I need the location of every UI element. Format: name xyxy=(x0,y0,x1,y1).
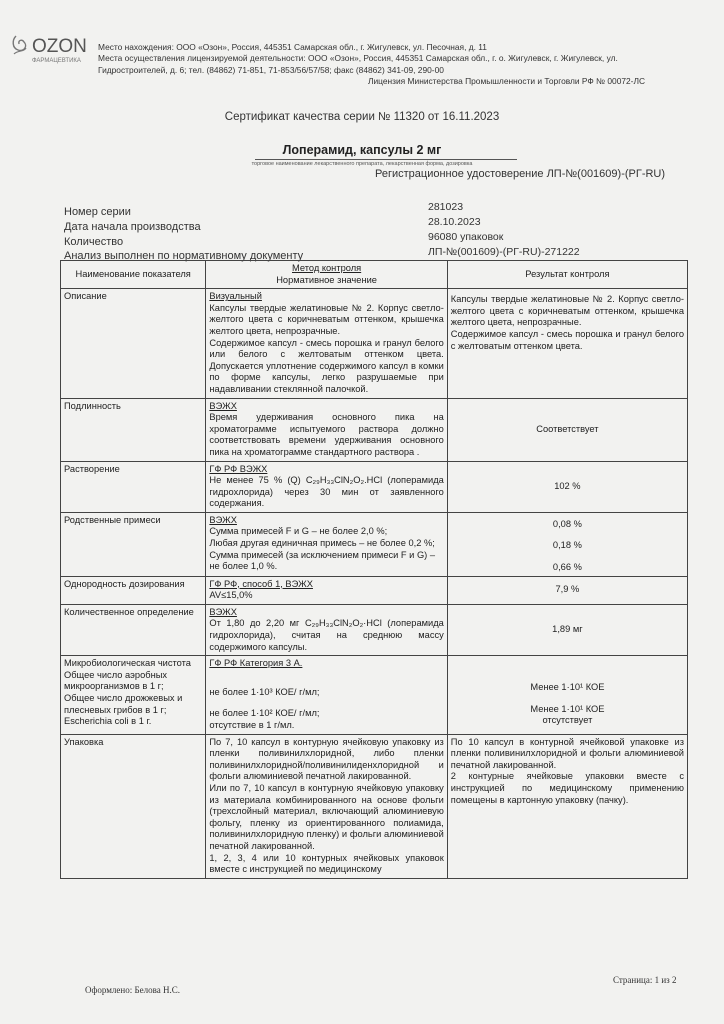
row-name: Количественное определение xyxy=(61,604,206,655)
micro-title: Микробиологическая чистота xyxy=(64,658,191,669)
norm-text: 1, 2, 3, 4 или 10 контурных ячейковых упаковок вместе с инструкцией по медицинскому xyxy=(209,852,444,875)
product-name: Лоперамид, капсулы 2 мг xyxy=(282,143,442,157)
info-value-normative-doc: ЛП-№(001609)-(РГ-RU)-271222 xyxy=(428,246,580,258)
info-value-start-date: 28.10.2023 xyxy=(428,216,481,228)
norm-text: Или по 7, 10 капсул в контурную ячейковую упаковку из материала комбинированного на основе фольги (трехслойный материал, включающий алюминиевую фольгу, пленку из ориентированного полиамида, поливинилхлоридную пленку) и фольги алюминиевой печатной лакированной. xyxy=(209,782,444,851)
result-text: Капсулы твердые желатиновые № 2. Корпус светло-желтого цвета с коричневатым оттенком, крышечка желтого цвета, непрозрачные. xyxy=(450,294,684,328)
norm-text: Не менее 75 % (Q) C₂₉H₃₃ClN₂O₂.HCl (лоперамида гидрохлорида) через 30 мин от заявленного содержания. xyxy=(209,475,444,509)
result-text: 0,66 % xyxy=(552,562,582,573)
norm-text: Любая другая единичная примесь – не более 0,2 %; xyxy=(209,538,435,549)
result-text: отсутствует xyxy=(542,715,593,726)
row-result: 102 % xyxy=(447,461,687,512)
norm-text: не более 1·10² КОЕ/ г/мл; xyxy=(209,708,320,719)
header-line: Гидростроителей, д. 6; тел. (84862) 71-851, 71-853/56/57/58; факс (84862) 341-09, 290-00 xyxy=(98,64,444,75)
table-row xyxy=(61,656,688,734)
row-method: ГФ РФ, способ 1, ВЭЖХ xyxy=(209,578,313,589)
result-text: 0,18 % xyxy=(552,540,582,551)
micro-sub: Общее число аэробных микроорганизмов в 1 г; xyxy=(64,669,168,692)
certificate-title: Сертификат качества серии № 11320 от 16.11.2023 xyxy=(224,111,500,123)
norm-text: Сумма примесей F и G – не более 2,0 %; xyxy=(209,526,388,537)
row-norm xyxy=(206,289,447,398)
table-row xyxy=(61,289,688,398)
logo-subtext: ФАРМАЦЕВТИКА xyxy=(32,58,81,64)
row-norm xyxy=(206,512,447,576)
result-text: Содержимое капсул - смесь порошка и гранул белого с желтоватым оттенком цвета. xyxy=(450,328,684,351)
header-result: Результат контроля xyxy=(447,261,687,289)
product-note: торговое наименование лекарственного препарата, лекарственная форма, дозировка xyxy=(251,161,473,167)
row-result: 1,89 мг xyxy=(447,604,687,655)
table-header-row xyxy=(61,261,688,289)
row-norm xyxy=(206,656,447,734)
product-underline xyxy=(255,159,517,160)
row-name: Растворение xyxy=(61,461,206,512)
result-text: Менее 1·10¹ КОЕ xyxy=(530,682,605,693)
row-norm xyxy=(206,398,447,461)
ozon-logo xyxy=(10,30,90,70)
result-text: Менее 1·10¹ КОЕ xyxy=(530,703,605,714)
info-label-normative-doc: Анализ выполнен по нормативному документу xyxy=(64,250,304,262)
row-method: ГФ РФ ВЭЖХ xyxy=(209,463,268,474)
norm-text: Содержимое капсул - смесь порошка и гранул белого или белого с желтоватым оттенком цвета. Допускается уплотнение содержимого капсул в комки по форме капсулы, легко разрушаемые при надавливании стеклянной палочкой. xyxy=(209,337,444,394)
header-line: Места осуществления лицензируемой деятельности: ООО «Озон», Россия, 445351 Самарская обл., г. о. Жигулевск, г. Жигулевск, ул. xyxy=(98,53,618,64)
header-norm-label: Нормативное значение xyxy=(276,274,377,285)
row-method: ВЭЖХ xyxy=(209,606,237,617)
row-name: Родственные примеси xyxy=(61,512,206,576)
table-row xyxy=(61,734,688,878)
norm-text: Время удерживания основного пика на хроматограмме испытуемого раствора должно соответствовать времени удерживания основного пика на хроматограмме стандартного раствора . xyxy=(209,412,444,457)
row-method: ГФ РФ Категория 3 А. xyxy=(209,658,303,669)
row-method: ВЭЖХ xyxy=(209,400,237,411)
info-value-series: 281023 xyxy=(428,201,464,213)
quality-table xyxy=(60,260,688,879)
row-result xyxy=(447,289,687,398)
header-method-label: Метод контроля xyxy=(292,263,362,273)
page-number: Страница: 1 из 2 xyxy=(613,975,677,985)
norm-text: По 7, 10 капсул в контурную ячейковую упаковку из пленки поливинилхлоридной, либо пленки поливинилхлоридной/поливинилиденхлоридной и фольги алюминиевой печатной лакированной. xyxy=(209,736,444,782)
row-norm xyxy=(206,461,447,512)
norm-text: не более 1·10³ КОЕ/ г/мл; xyxy=(209,686,320,697)
registration-number: Регистрационное удостоверение ЛП-№(001609)-(РГ-RU) xyxy=(375,168,666,180)
row-name: Однородность дозирования xyxy=(61,576,206,604)
row-result xyxy=(447,734,687,878)
row-result: 7,9 % xyxy=(447,576,687,604)
row-norm xyxy=(206,604,447,655)
header-method xyxy=(206,261,447,289)
row-method: ВЭЖХ xyxy=(209,514,237,525)
logo-text: OZON xyxy=(32,36,87,57)
prepared-by: Оформлено: Белова Н.С. xyxy=(85,985,180,995)
row-result xyxy=(447,656,687,734)
row-name xyxy=(61,656,206,734)
info-value-quantity: 96080 упаковок xyxy=(428,231,504,243)
table-row xyxy=(61,604,688,655)
row-name: Подлинность xyxy=(61,398,206,461)
result-text: 0,08 % xyxy=(552,518,582,529)
table-row xyxy=(61,398,688,461)
info-label-start-date: Дата начала производства xyxy=(64,221,201,233)
row-result: Соответствует xyxy=(447,398,687,461)
ozon-logo-graphic xyxy=(10,30,90,70)
micro-sub: Escherichia coli в 1 г. xyxy=(64,716,152,727)
norm-text: отсутствие в 1 г/мл. xyxy=(209,720,295,730)
table-row xyxy=(61,512,688,576)
row-method: Визуальный xyxy=(209,291,262,302)
row-norm xyxy=(206,734,447,878)
header-line: Место нахождения: ООО «Озон», Россия, 445351 Самарская обл., г. Жигулевск, ул. Песочная, д. 11 xyxy=(98,42,487,52)
row-name: Упаковка xyxy=(61,734,206,878)
row-result xyxy=(447,512,687,576)
company-header xyxy=(98,42,698,87)
info-label-quantity: Количество xyxy=(64,236,124,248)
result-text: 2 контурные ячейковые упаковки вместе с инструкцией по медицинскому применению помещены в картонную упаковку (пачку). xyxy=(450,771,684,805)
micro-sub: Общее число дрожжевых и плесневых грибов в 1 г; xyxy=(64,693,183,715)
license-line: Лицензия Министерства Промышленности и Торговли РФ № 00072-ЛС xyxy=(368,75,645,86)
norm-text: Капсулы твердые желатиновые № 2. Корпус светло-желтого цвета с коричневатым оттенком, крышечка желтого цвета, непрозрачные. xyxy=(209,302,444,336)
norm-text: Сумма примесей (за исключением примеси F и G) – не более 1,0 %. xyxy=(209,549,436,572)
result-text: По 10 капсул в контурной ячейковой упаковке из пленки поливинилхлоридной и фольги алюминиевой печатной лакированной. xyxy=(450,736,684,770)
norm-text: От 1,80 до 2,20 мг C₂₉H₃₃ClN₂O₂·HCl (лоперамида гидрохлорида), считая на среднюю массу содержимого капсулы. xyxy=(209,618,444,652)
table-row xyxy=(61,461,688,512)
header-indicator: Наименование показателя xyxy=(61,261,206,289)
row-norm xyxy=(206,576,447,604)
info-label-series: Номер серии xyxy=(64,206,131,218)
norm-text: AV≤15,0% xyxy=(209,590,253,601)
table-row xyxy=(61,576,688,604)
row-name: Описание xyxy=(61,289,206,398)
